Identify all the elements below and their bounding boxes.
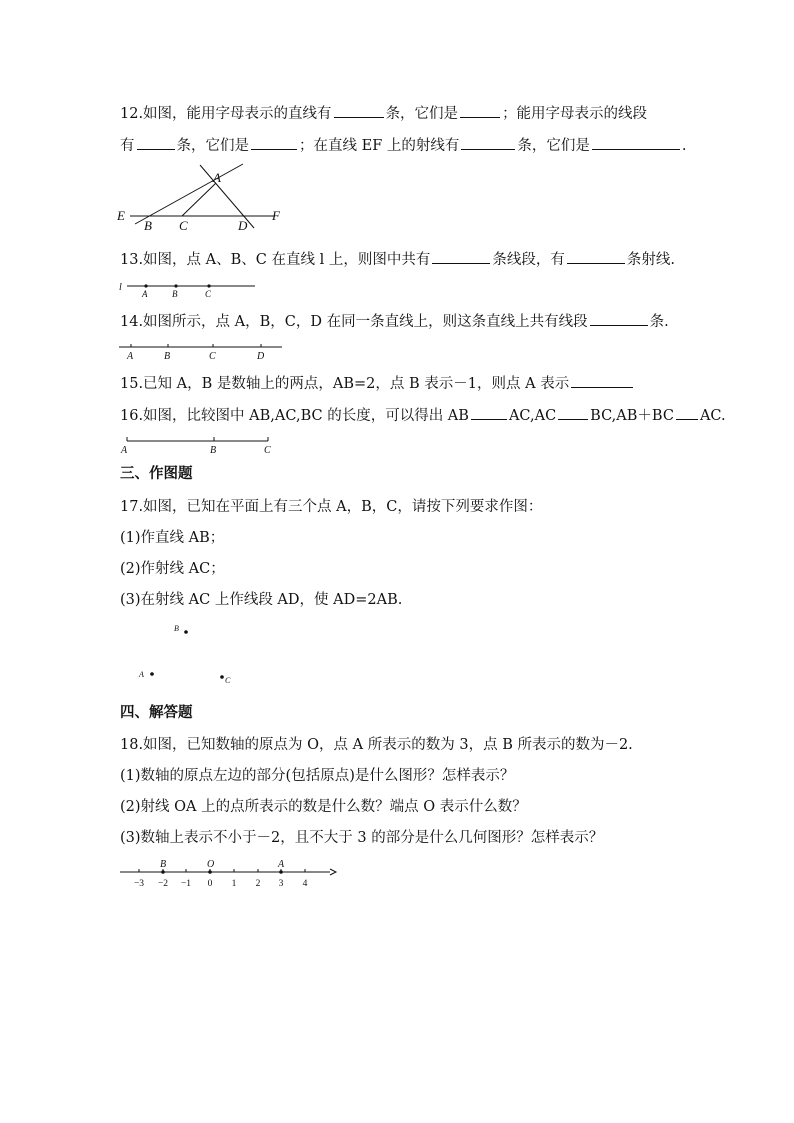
q13-figure bbox=[115, 278, 260, 300]
label-C: C bbox=[264, 445, 271, 456]
q14-figure bbox=[115, 340, 290, 362]
label-A: A bbox=[142, 289, 148, 299]
q12-text: . bbox=[681, 138, 687, 154]
q14-text: 14.如图所示，点 A，B，C，D 在同一条直线上，则这条直线上共有线段 bbox=[120, 314, 588, 330]
point-C bbox=[220, 675, 224, 679]
q12-text: ；能用字母表示的线段 bbox=[502, 106, 648, 122]
label-F: F bbox=[272, 208, 280, 223]
label-A: A bbox=[213, 170, 221, 185]
label-A: A bbox=[121, 445, 128, 456]
section-4-heading: 四、解答题 bbox=[120, 705, 193, 721]
label-B: B bbox=[160, 859, 167, 870]
label-O: O bbox=[207, 859, 215, 870]
label-A: A bbox=[278, 859, 285, 870]
q12-text: 有 bbox=[120, 138, 135, 154]
tick-label: −3 bbox=[133, 879, 145, 889]
label-C: C bbox=[179, 218, 188, 233]
tick-label: 3 bbox=[278, 879, 284, 889]
q12-text: ；在直线 EF 上的射线有 bbox=[299, 138, 460, 154]
q16-line bbox=[120, 403, 726, 426]
point-B bbox=[184, 630, 188, 634]
section-3-heading: 三、作图题 bbox=[120, 466, 193, 482]
answer-blank[interactable] bbox=[558, 403, 588, 420]
q15-line bbox=[120, 371, 635, 394]
label-A: A bbox=[127, 351, 134, 362]
label-B: B bbox=[174, 624, 179, 633]
q18-number-line bbox=[118, 857, 340, 893]
point-O bbox=[208, 870, 212, 874]
q14-text: 条. bbox=[649, 314, 669, 330]
q16-text: BC,AB＋BC bbox=[590, 408, 674, 424]
label-B: B bbox=[210, 445, 217, 456]
tick-label: 0 bbox=[207, 879, 213, 889]
answer-blank[interactable] bbox=[334, 101, 384, 118]
answer-blank[interactable] bbox=[676, 403, 698, 420]
label-B: B bbox=[164, 351, 171, 362]
answer-blank[interactable] bbox=[432, 247, 490, 264]
q12-line2 bbox=[120, 133, 686, 156]
label-B: B bbox=[144, 218, 152, 233]
label-B: B bbox=[172, 289, 178, 299]
q16-text: 16.如图，比较图中 AB,AC,BC 的长度，可以得出 AB bbox=[120, 408, 469, 424]
q18-intro: 18.如图，已知数轴的原点为 O，点 A 所表示的数为 3，点 B 所表示的数为－2. bbox=[120, 737, 633, 753]
q13-text: 13.如图，点 A、B、C 在直线 l 上，则图中共有 bbox=[120, 252, 431, 268]
tick-label: −1 bbox=[180, 879, 192, 889]
tick-label: 4 bbox=[302, 879, 308, 889]
answer-blank[interactable] bbox=[251, 133, 297, 150]
label-C: C bbox=[205, 289, 212, 299]
q13-line bbox=[120, 247, 675, 270]
q16-figure bbox=[118, 434, 278, 456]
answer-blank[interactable] bbox=[137, 133, 175, 150]
answer-blank[interactable] bbox=[567, 247, 625, 264]
answer-blank[interactable] bbox=[590, 309, 648, 326]
answer-blank[interactable] bbox=[460, 101, 500, 118]
answer-blank[interactable] bbox=[571, 371, 633, 388]
point-A bbox=[279, 870, 283, 874]
label-D: D bbox=[257, 351, 265, 362]
point-B bbox=[161, 870, 165, 874]
label-C: C bbox=[209, 351, 216, 362]
q14-line bbox=[120, 309, 669, 332]
tick-label: −2 bbox=[157, 879, 169, 889]
q18-item-3: (3)数轴上表示不小于－2，且不大于 3 的部分是什么几何图形？怎样表示？ bbox=[120, 830, 604, 846]
point-A bbox=[150, 672, 154, 676]
q12-text: 条，它们是 bbox=[517, 138, 590, 154]
answer-blank[interactable] bbox=[471, 403, 507, 420]
q17-item-2: (2)作射线 AC； bbox=[120, 561, 225, 577]
label-C: C bbox=[225, 676, 231, 685]
label-E: E bbox=[117, 208, 125, 223]
q17-figure bbox=[135, 620, 245, 690]
q17-item-3: (3)在射线 AC 上作线段 AD，使 AD=2AB. bbox=[120, 592, 403, 608]
q16-text: AC. bbox=[699, 408, 726, 424]
q18-item-1: (1)数轴的原点左边的部分(包括原点)是什么图形？怎样表示？ bbox=[120, 768, 515, 784]
label-D: D bbox=[238, 218, 248, 233]
answer-blank[interactable] bbox=[461, 133, 515, 150]
q13-text: 条射线. bbox=[626, 252, 675, 268]
tick-label: 2 bbox=[255, 879, 261, 889]
q12-text: 12.如图，能用字母表示的直线有 bbox=[120, 106, 332, 122]
q13-text: 条线段，有 bbox=[492, 252, 565, 268]
label-A: A bbox=[139, 670, 144, 679]
q12-text: 条，它们是 bbox=[385, 106, 459, 122]
answer-blank[interactable] bbox=[592, 133, 680, 150]
q18-item-2: (2)射线 OA 上的点所表示的数是什么数？端点 O 表示什么数？ bbox=[120, 799, 527, 815]
q17-item-1: (1)作直线 AB； bbox=[120, 530, 225, 546]
tick-label: 1 bbox=[231, 879, 237, 889]
q15-text: 15.已知 A，B 是数轴上的两点，AB=2，点 B 表示－1，则点 A 表示 bbox=[120, 376, 570, 392]
q17-intro: 17.如图，已知在平面上有三个点 A，B，C，请按下列要求作图： bbox=[120, 499, 543, 515]
label-l: l bbox=[119, 282, 122, 293]
q16-text: AC,AC bbox=[508, 408, 557, 424]
q12-figure bbox=[115, 160, 295, 235]
q12-text: 条，它们是 bbox=[176, 138, 249, 154]
q12-line1 bbox=[120, 101, 647, 124]
